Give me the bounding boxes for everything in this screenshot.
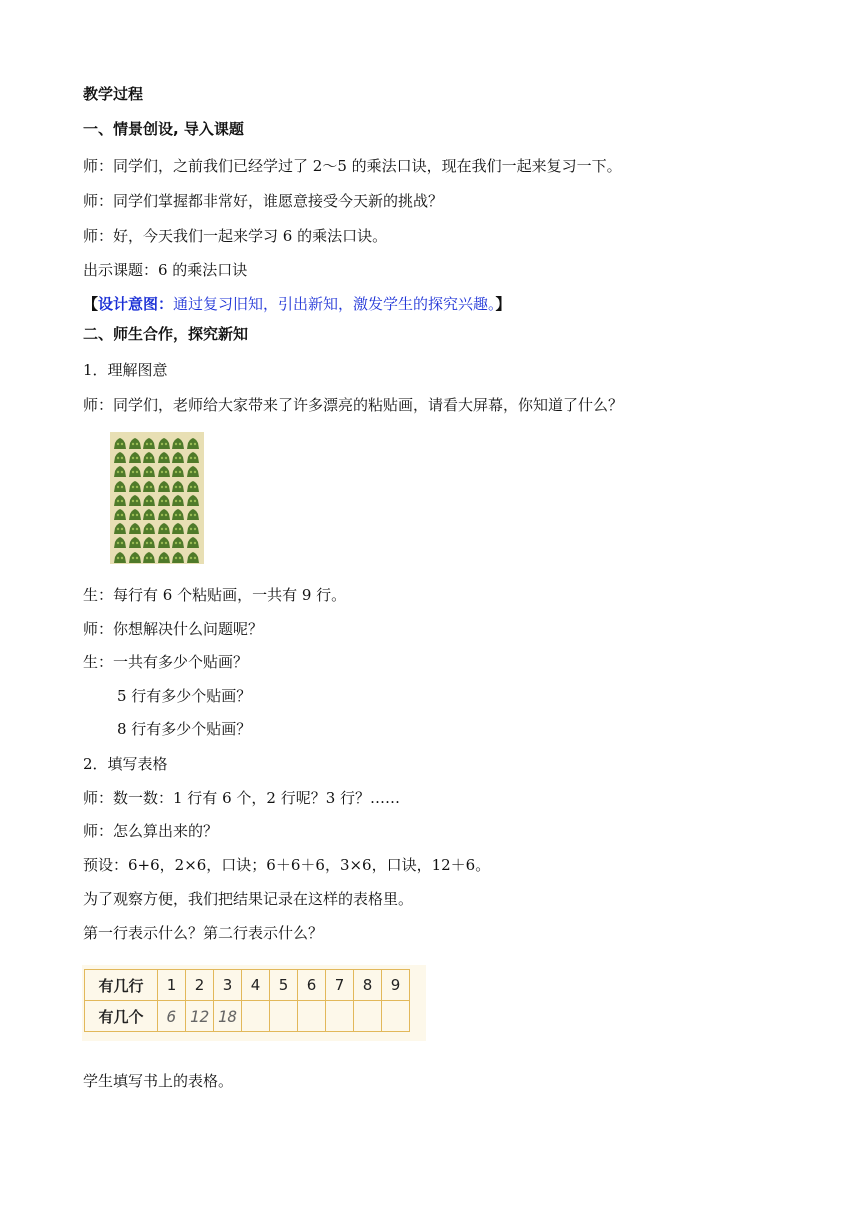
sticker-cell — [113, 435, 127, 448]
table-cell-handwritten: 18 — [214, 1001, 242, 1032]
paragraph: 出示课题：6 的乘法口诀 — [83, 261, 248, 279]
paragraph: 师：同学们，之前我们已经学过了 2～5 的乘法口诀，现在我们一起来复习一下。 — [83, 157, 622, 175]
table-cell: 3 — [214, 970, 242, 1001]
sticker-cell — [128, 520, 142, 533]
sticker-cell — [171, 449, 185, 462]
table-cell-handwritten: 12 — [186, 1001, 214, 1032]
paragraph: 师：数一数：1 行有 6 个，2 行呢？3 行？…… — [83, 789, 401, 807]
paragraph: 第一行表示什么？第二行表示什么？ — [83, 924, 324, 942]
table-cell: 6 — [298, 970, 326, 1001]
sticker-cell — [113, 534, 127, 547]
sticker-cell — [113, 449, 127, 462]
sticker-cell — [142, 506, 156, 519]
sticker-cell — [128, 463, 142, 476]
table-cell: 1 — [158, 970, 186, 1001]
paragraph: 师：你想解决什么问题呢？ — [83, 620, 264, 638]
sticker-cell — [128, 549, 142, 562]
paragraph: 学生填写书上的表格。 — [83, 1072, 234, 1090]
table-cell: 8 — [354, 970, 382, 1001]
table-row — [85, 970, 410, 1001]
table-cell: 2 — [186, 970, 214, 1001]
sticker-cell — [186, 435, 200, 448]
sticker-cell — [128, 449, 142, 462]
table-row-header: 有几行 — [85, 970, 158, 1001]
sticker-cell — [157, 449, 171, 462]
table-row-header: 有几个 — [85, 1001, 158, 1032]
section2-title: 二、师生合作，探究新知 — [83, 325, 249, 343]
sticker-cell — [171, 506, 185, 519]
paragraph: 师：同学们掌握都非常好，谁愿意接受今天新的挑战？ — [83, 192, 444, 210]
sticker-cell — [142, 492, 156, 505]
sticker-cell — [157, 534, 171, 547]
design-intent-label: 设计意图： — [98, 295, 174, 313]
sticker-cell — [113, 520, 127, 533]
sticker-cell — [113, 478, 127, 491]
sticker-cell — [142, 520, 156, 533]
sticker-cell — [157, 463, 171, 476]
sticker-cell — [171, 478, 185, 491]
sticker-cell — [186, 449, 200, 462]
table-cell — [298, 1001, 326, 1032]
table-row — [85, 1001, 410, 1032]
bracket-open: 【 — [83, 295, 99, 313]
paragraph: 为了观察方便，我们把结果记录在这样的表格里。 — [83, 890, 414, 908]
sticker-cell — [186, 520, 200, 533]
table-cell-handwritten: 6 — [158, 1001, 186, 1032]
record-table — [84, 969, 410, 1032]
sticker-cell — [157, 435, 171, 448]
table-cell: 5 — [270, 970, 298, 1001]
sticker-cell — [157, 492, 171, 505]
sticker-cell — [142, 463, 156, 476]
sticker-cell — [113, 492, 127, 505]
step-heading: 2．填写表格 — [83, 755, 168, 773]
document-heading: 教学过程 — [83, 85, 144, 103]
sticker-cell — [157, 506, 171, 519]
table-cell — [270, 1001, 298, 1032]
sticker-cell — [128, 492, 142, 505]
design-intent-text: 通过复习旧知，引出新知，激发学生的探究兴趣。 — [173, 295, 496, 313]
sticker-cell — [142, 549, 156, 562]
sticker-cell — [186, 478, 200, 491]
sticker-cell — [113, 549, 127, 562]
picture-crop-edge — [110, 564, 204, 570]
sticker-cell — [186, 506, 200, 519]
paragraph: 师：同学们，老师给大家带来了许多漂亮的粘贴画，请看大屏幕，你知道了什么？ — [83, 396, 624, 414]
sticker-cell — [128, 534, 142, 547]
bracket-close: 】 — [495, 295, 511, 313]
sticker-cell — [171, 435, 185, 448]
sticker-cell — [142, 478, 156, 491]
paragraph: 预设：6+6，2×6，口诀；6＋6＋6，3×6，口诀，12＋6。 — [83, 856, 491, 874]
sticker-cell — [171, 520, 185, 533]
section1-title: 一、情景创设, 导入课题 — [83, 120, 244, 138]
sticker-cell — [128, 506, 142, 519]
sticker-cell — [128, 478, 142, 491]
paragraph-indented: 5 行有多少个贴画？ — [117, 687, 252, 705]
sticker-cell — [157, 549, 171, 562]
sticker-cell — [171, 534, 185, 547]
sticker-cell — [171, 463, 185, 476]
paragraph-indented: 8 行有多少个贴画？ — [117, 720, 252, 738]
sticker-cell — [186, 549, 200, 562]
sticker-cell — [186, 463, 200, 476]
sticker-cell — [142, 435, 156, 448]
sticker-cell — [128, 435, 142, 448]
sticker-cell — [157, 520, 171, 533]
sticker-cell — [186, 492, 200, 505]
paragraph: 师：好，今天我们一起来学习 6 的乘法口诀。 — [83, 227, 388, 245]
sticker-cell — [113, 463, 127, 476]
sticker-cell — [171, 549, 185, 562]
paragraph: 生：每行有 6 个粘贴画，一共有 9 行。 — [83, 586, 347, 604]
table-cell — [326, 1001, 354, 1032]
table-cell: 7 — [326, 970, 354, 1001]
table-cell — [354, 1001, 382, 1032]
table-cell: 9 — [382, 970, 410, 1001]
sticker-cell — [142, 449, 156, 462]
paragraph: 师：怎么算出来的？ — [83, 822, 219, 840]
sticker-cell — [113, 506, 127, 519]
sticker-picture — [110, 432, 204, 570]
sticker-cell — [157, 478, 171, 491]
step-heading: 1．理解图意 — [83, 361, 168, 379]
table-cell — [242, 1001, 270, 1032]
sticker-cell — [186, 534, 200, 547]
sticker-cell — [171, 492, 185, 505]
paragraph: 生：一共有多少个贴画？ — [83, 653, 249, 671]
record-table-picture — [82, 965, 426, 1041]
table-cell: 4 — [242, 970, 270, 1001]
sticker-cell — [142, 534, 156, 547]
table-cell — [382, 1001, 410, 1032]
design-intent — [83, 294, 511, 314]
